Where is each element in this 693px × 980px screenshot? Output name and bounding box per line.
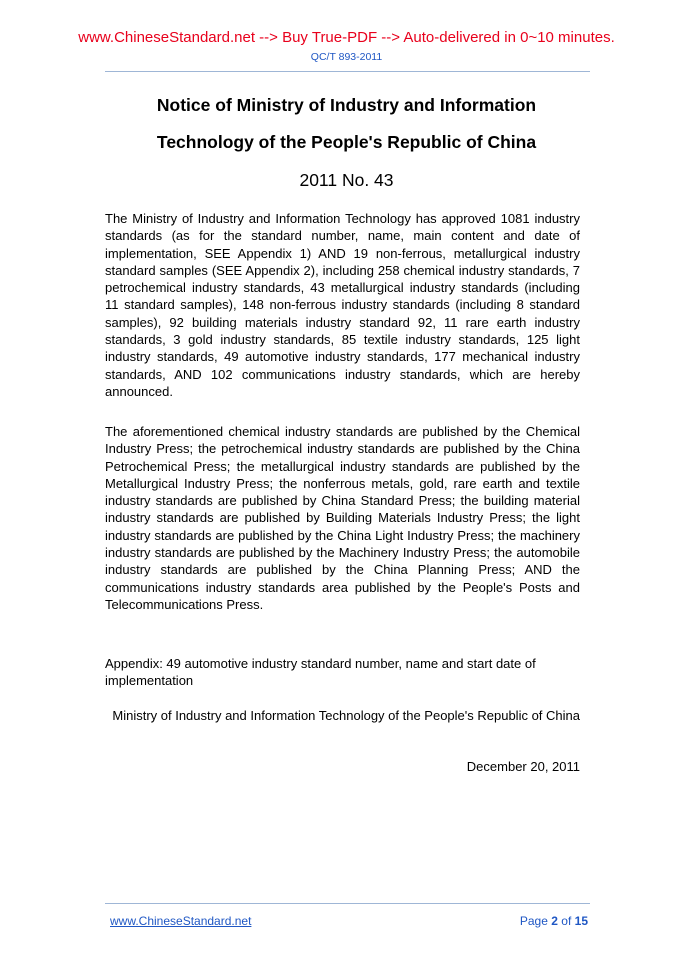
page-current: 2 <box>551 914 558 928</box>
footer-site-link[interactable]: www.ChineseStandard.net <box>110 914 252 928</box>
page-indicator <box>520 914 588 928</box>
document-title-line1: Notice of Ministry of Industry and Information <box>156 95 537 115</box>
page-label: Page <box>519 914 548 928</box>
page-total: 15 <box>574 914 588 928</box>
standard-number: QC/T 893-2011 <box>310 51 383 63</box>
page-of-label: of <box>561 914 572 928</box>
header-divider <box>105 71 590 72</box>
notice-number: 2011 No. 43 <box>299 170 394 190</box>
signature-ministry: Ministry of Industry and Information Technology of the People's Republic of China <box>112 708 580 723</box>
footer-divider <box>105 903 590 904</box>
promo-banner[interactable]: www.ChineseStandard.net --> Buy True-PDF --> Auto-delivered in 0~10 minutes. <box>78 29 615 46</box>
signature-date: December 20, 2011 <box>466 759 580 774</box>
paragraph-approved-standards: The Ministry of Industry and Information Technology has approved 1081 industry standards (as for the standard number, name, main content and date of implementation, SEE Appendix 1) AND 19 non-ferrous, metallurgical industry standard samples (SEE Appendix 2), including 258 chemical industry standards, 7 petrochemical industry standards, 43 metallurgical industry standards (including 11 standard samples), 148 non-ferrous industry standards (including 8 standard samples), 92 building materials industry standard 92, 11 rare earth industry standards, 3 gold industry standards, 85 textile industry standards, 125 light industry standards, 49 automotive industry standards, 177 mechanical industry standards, AND 102 communications industry standards, which are hereby announced. <box>105 211 580 399</box>
paragraph-publishers: The aforementioned chemical industry standards are published by the Chemical Industry Press; the petrochemical industry standards are published by the China Petrochemical Press; the metallurgical industry standards are published by the Metallurgical Industry Press; the nonferrous metals, gold, rare earth and textile industry standards are published by China Standard Press; the building material industry standards are published by Building Materials Industry Press; the light industry standards are published by the China Light Industry Press; the machinery industry standards are published by the Machinery Industry Press; the automobile industry standards are published by the China Planning Press; AND the communications industry standards area published by the People's Posts and Telecommunications Press. <box>105 424 580 612</box>
appendix-note: Appendix: 49 automotive industry standard number, name and start date of implementation <box>105 656 536 689</box>
document-title-line2: Technology of the People's Republic of China <box>156 132 537 152</box>
